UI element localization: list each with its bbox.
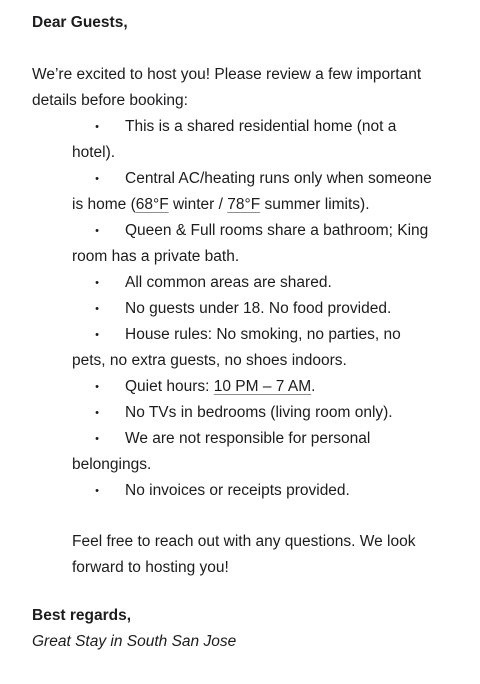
ac-text-a: is home ( — [72, 196, 136, 213]
intro-line-1: We’re excited to host you! Please review a few important — [32, 66, 422, 83]
closing-line-1: Feel free to reach out with any questions. We look — [72, 533, 416, 550]
signoff: Best regards, — [32, 607, 132, 624]
bullet-text-shared-home: This is a shared residential home (not a — [125, 118, 397, 135]
bullet-icon: • — [95, 303, 99, 315]
bullet-icon: • — [95, 277, 99, 289]
bullet-text-bathrooms: Queen & Full rooms share a bathroom; King — [125, 222, 429, 239]
bullet-icon: • — [95, 121, 99, 133]
bullet-text-common-areas: All common areas are shared. — [125, 274, 332, 291]
bullet-text-ac-heating: Central AC/heating runs only when someone — [125, 170, 432, 187]
bullet-icon: • — [95, 381, 99, 393]
closing-line-2: forward to hosting you! — [72, 559, 229, 576]
bullet-icon: • — [95, 433, 99, 445]
ac-text-c: summer limits). — [260, 196, 370, 213]
quiet-hours-link[interactable]: 10 PM – 7 AM — [213, 378, 312, 395]
quiet-hours-period: . — [311, 378, 316, 395]
bullet-cont-house-rules: pets, no extra guests, no shoes indoors. — [72, 352, 347, 369]
bullet-text-no-tvs: No TVs in bedrooms (living room only). — [125, 404, 393, 421]
bullet-text-house-rules: House rules: No smoking, no parties, no — [125, 326, 401, 343]
bullet-text-quiet-hours — [125, 377, 315, 397]
ac-text-b: winter / — [168, 196, 228, 213]
winter-temp-link[interactable]: 68°F — [135, 196, 169, 213]
bullet-icon: • — [95, 329, 99, 341]
bullet-cont-ac-heating — [72, 195, 370, 215]
bullet-text-belongings: We are not responsible for personal — [125, 430, 371, 447]
bullet-cont-belongings: belongings. — [72, 456, 152, 473]
intro-line-2: details before booking: — [32, 92, 188, 109]
greeting: Dear Guests, — [32, 14, 128, 31]
bullet-icon: • — [95, 173, 99, 185]
bullet-icon: • — [95, 485, 99, 497]
quiet-hours-label: Quiet hours: — [125, 378, 214, 395]
bullet-cont-bathrooms: room has a private bath. — [72, 248, 240, 265]
bullet-icon: • — [95, 225, 99, 237]
bullet-icon: • — [95, 407, 99, 419]
signature: Great Stay in South San Jose — [32, 633, 237, 650]
bullet-text-no-guests-under-18: No guests under 18. No food provided. — [125, 300, 392, 317]
bullet-text-no-invoices: No invoices or receipts provided. — [125, 482, 350, 499]
summer-temp-link[interactable]: 78°F — [227, 196, 261, 213]
bullet-cont-shared-home: hotel). — [72, 144, 116, 161]
